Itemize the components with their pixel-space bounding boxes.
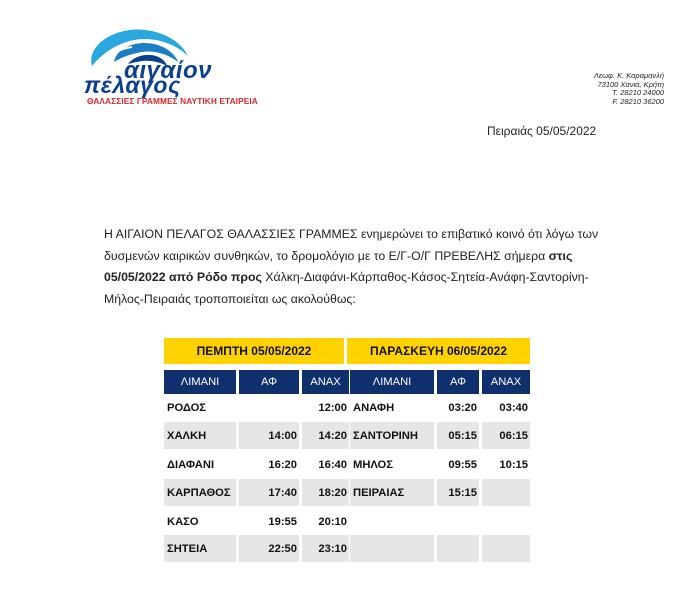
- port-cell: [350, 535, 434, 562]
- column-header: ΑΝΑΧ: [302, 370, 349, 394]
- arrival-time-cell: 19:55: [268, 515, 297, 528]
- day-header-friday: ΠΑΡΑΣΚΕΥΗ 06/05/2022: [347, 338, 530, 364]
- address-fax: F. 28210 36200: [612, 96, 664, 106]
- notice-text-bold: στις 05/05/2022 από Ρόδο προς: [104, 248, 573, 284]
- address-phone: Τ. 28210 24000: [612, 88, 664, 98]
- table-row: [164, 451, 530, 478]
- port-cell: [350, 508, 434, 535]
- port-cell: ΠΕΙΡΑΙΑΣ: [350, 479, 434, 506]
- arrival-time-cell: 17:40: [239, 479, 299, 506]
- port-cell: ΧΑΛΚΗ: [164, 422, 236, 449]
- table-row: [164, 422, 530, 449]
- column-header: ΛΙΜΑΝΙ: [164, 370, 236, 394]
- logo-subtitle: ΘΑΛΑΣΣΙΕΣ ΓΡΑΜΜΕΣ ΝΑΥΤΙΚΗ ΕΤΑΙΡΕΙΑ: [87, 96, 258, 106]
- address-street: Λεωφ. Κ. Καραμανλή: [593, 71, 664, 80]
- column-header: ΛΙΜΑΝΙ: [350, 370, 434, 394]
- arrival-time-cell: [437, 508, 479, 535]
- departure-time-cell: 14:20: [302, 422, 349, 449]
- departure-time-cell: 23:10: [302, 535, 349, 562]
- departure-time-cell: 03:40: [499, 401, 528, 414]
- departure-time-cell: 12:00: [318, 401, 347, 414]
- departure-time-cell: 16:40: [318, 458, 347, 471]
- departure-time-cell: [482, 535, 530, 562]
- port-cell: ΡΟΔΟΣ: [167, 401, 207, 414]
- departure-time-cell: [482, 479, 530, 506]
- arrival-time-cell: 22:50: [239, 535, 299, 562]
- notice-text-part1: Η ΑΙΓΑΙΟΝ ΠΕΛΑΓΟΣ ΘΑΛΑΣΣΙΕΣ ΓΡΑΜΜΕΣ ενημερώνει το επιβατικό κοινό ότι λόγω των δυσμενών καιρικών συνθηκών, το δρομολόγιο με το Ε/Γ-Ο/Γ ΠΡΕΒΕΛΗΣ σήμερα: [104, 227, 599, 263]
- table-row: [164, 479, 530, 506]
- departure-time-cell: 10:15: [499, 458, 528, 471]
- arrival-time-cell: 15:15: [437, 479, 479, 506]
- arrival-time-cell: [437, 535, 479, 562]
- port-cell: ΣΗΤΕΙΑ: [164, 535, 236, 562]
- column-header: ΑΦ: [437, 370, 479, 394]
- table-row: [164, 394, 530, 421]
- day-header-thursday: ΠΕΜΠΤΗ 05/05/2022: [164, 338, 344, 364]
- logo-text-line2: πέλαγος: [84, 72, 181, 98]
- column-header-row: [164, 370, 530, 394]
- port-cell: ΚΑΣΟ: [167, 515, 199, 528]
- departure-time-cell: 06:15: [482, 422, 530, 449]
- departure-time-cell: [482, 508, 530, 535]
- arrival-time-cell: 16:20: [268, 458, 297, 471]
- address-city: 73100 Χανιά, Κρήτη: [597, 79, 664, 89]
- logo-text-line1: αιγαίον: [124, 57, 212, 84]
- departure-time-cell: 18:20: [302, 479, 349, 506]
- table-row: [164, 508, 530, 535]
- notice-text-part2: Χάλκη-Διαφάνι-Κάρπαθος-Κάσος-Σητεία-Ανάφη-Σαντορίνη-Μήλος-Πειραιάς τροποποιείται ως ακολούθως:: [104, 270, 589, 306]
- departure-time-cell: 20:10: [318, 515, 347, 528]
- document-date: Πειραιάς 05/05/2022: [487, 124, 597, 138]
- company-logo: [84, 22, 274, 112]
- table-row: [164, 535, 530, 562]
- port-cell: ΜΗΛΟΣ: [353, 458, 393, 471]
- port-cell: ΔΙΑΦΑΝΙ: [167, 458, 215, 471]
- arrival-time-cell: 05:15: [437, 422, 479, 449]
- company-address: [594, 72, 664, 106]
- notice-paragraph: [104, 224, 604, 310]
- column-header: ΑΝΑΧ: [482, 370, 530, 394]
- arrival-time-cell: 14:00: [239, 422, 299, 449]
- column-header: ΑΦ: [239, 370, 299, 394]
- arrival-time-cell: 09:55: [448, 458, 477, 471]
- arrival-time-cell: [239, 394, 299, 421]
- day-header-row: [164, 338, 530, 364]
- arrival-time-cell: 03:20: [448, 401, 477, 414]
- port-cell: ΚΑΡΠΑΘΟΣ: [164, 479, 236, 506]
- port-cell: ΑΝΑΦΗ: [353, 401, 395, 414]
- port-cell: ΣΑΝΤΟΡΙΝΗ: [350, 422, 434, 449]
